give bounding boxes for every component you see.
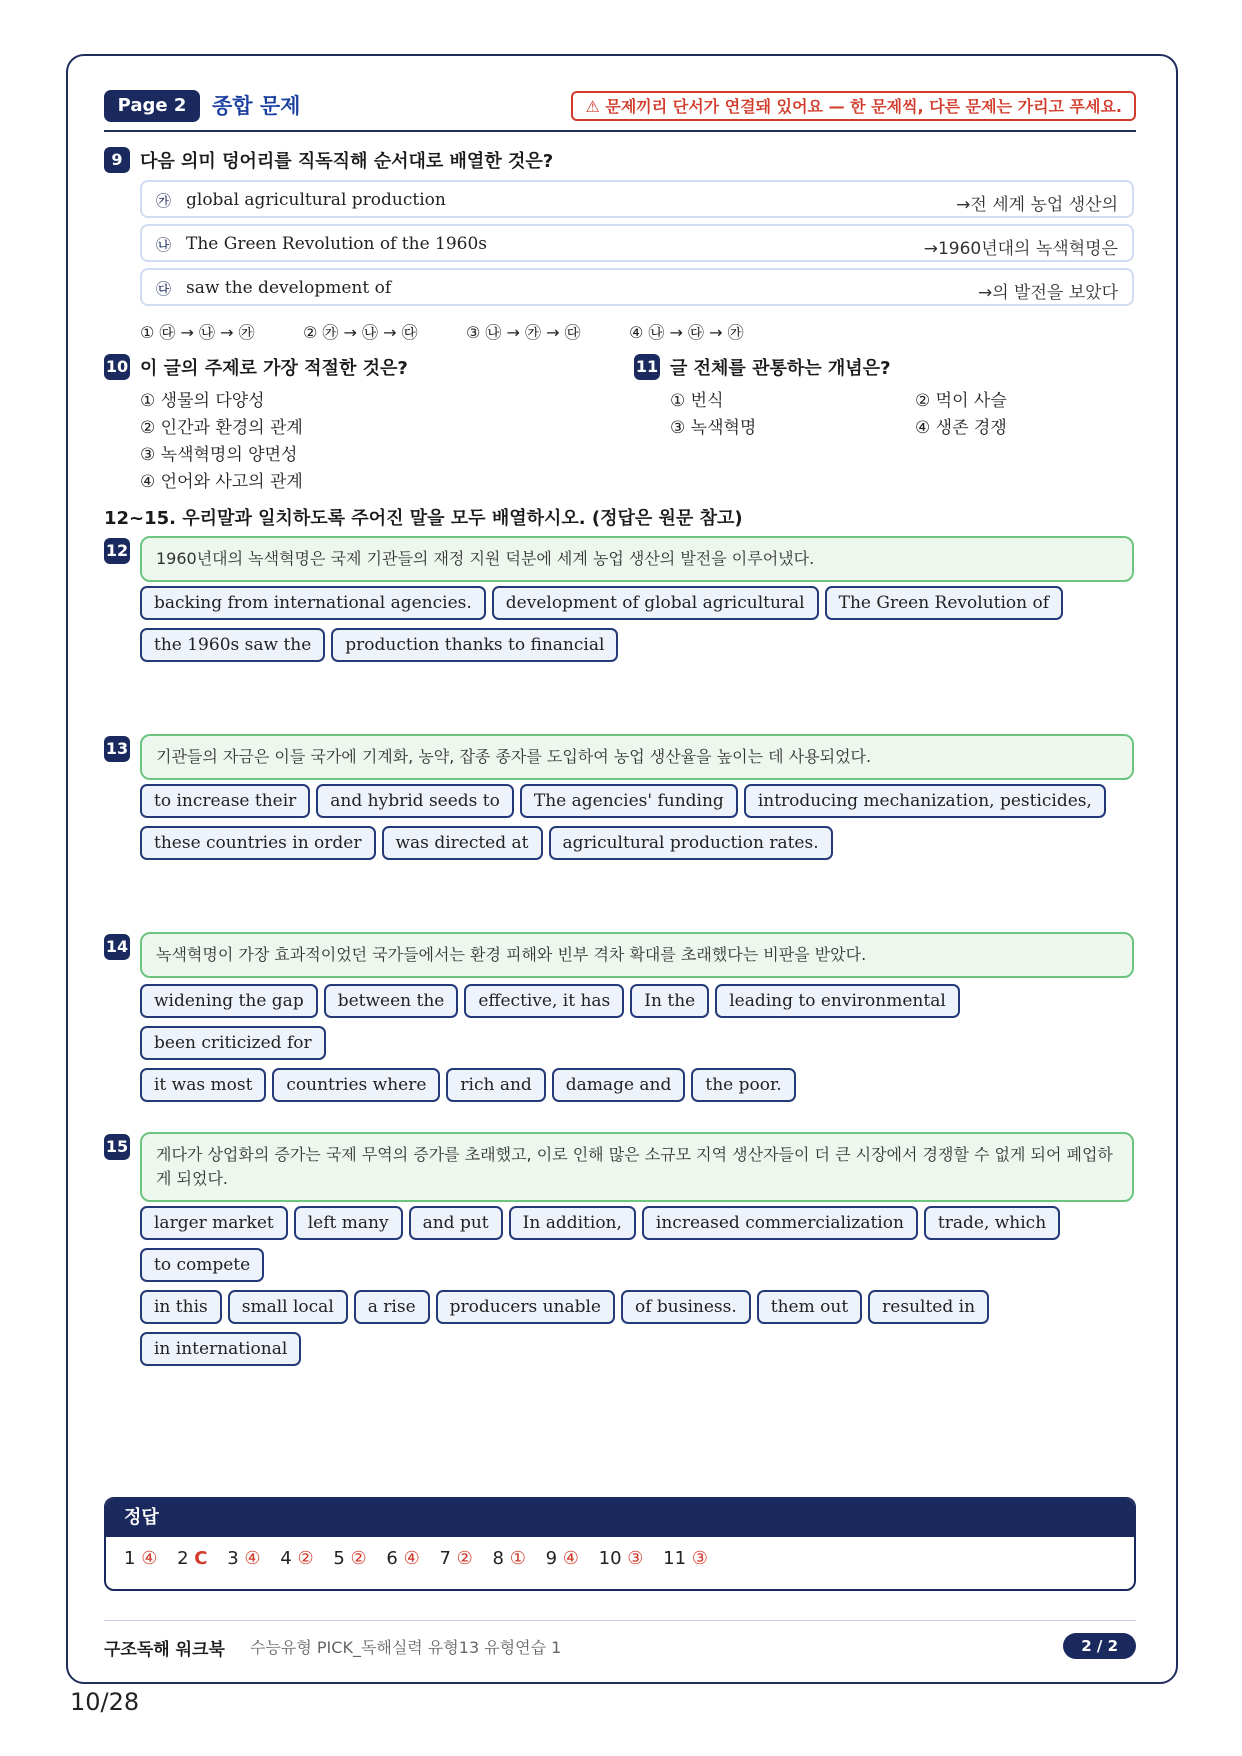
question-10-title: 이 글의 주제로 가장 적절한 것은? [140, 358, 408, 379]
q11-option-1[interactable]: ① 번식 [670, 391, 724, 411]
korean-sentence-15: 게다가 상업화의 증가는 국제 무역의 증가를 초래했고, 이로 인해 많은 소규모 지역 생산자들이 더 큰 시장에서 경쟁할 수 없게 되어 폐업하게 되었다. [140, 1132, 1134, 1202]
word-tile[interactable]: widening the gap [140, 984, 318, 1018]
word-tile[interactable]: and put [409, 1206, 503, 1240]
warning-notice: ⚠ 문제끼리 단서가 연결돼 있어요 — 한 문제씩, 다른 문제는 가리고 푸세요. [571, 91, 1136, 121]
chunk-marker: ㉮ [156, 192, 172, 210]
question-number-12: 12 [104, 538, 130, 564]
word-tile[interactable]: larger market [140, 1206, 288, 1240]
chunk-english: global agricultural production [186, 190, 446, 210]
word-tile[interactable]: between the [324, 984, 459, 1018]
word-tile[interactable]: The agencies' funding [520, 784, 738, 818]
word-tile[interactable]: in international [140, 1332, 301, 1366]
word-tile[interactable]: a rise [354, 1290, 430, 1324]
word-tiles-12 [140, 586, 1140, 670]
word-tile[interactable]: In addition, [509, 1206, 636, 1240]
answer-item: 7 ② [439, 1548, 473, 1569]
word-tile[interactable]: to compete [140, 1248, 264, 1282]
question-number-15: 15 [104, 1134, 130, 1160]
q10-option-1[interactable]: ① 생물의 다양성 [140, 391, 265, 411]
word-tile[interactable]: and hybrid seeds to [316, 784, 514, 818]
word-tile[interactable]: resulted in [868, 1290, 989, 1324]
q10-option-3[interactable]: ③ 녹색혁명의 양면성 [140, 445, 298, 465]
chunk-marker: ㉯ [156, 236, 172, 254]
answer-item: 1 ④ [124, 1548, 158, 1569]
footer-title: 구조독해 워크북 [104, 1640, 225, 1660]
chunk-english: saw the development of [186, 278, 392, 298]
q11-option-3[interactable]: ③ 녹색혁명 [670, 418, 757, 438]
word-tile[interactable]: trade, which [924, 1206, 1060, 1240]
chunk-marker: ㉰ [156, 280, 172, 298]
footer-subtitle: 수능유형 PICK_독해실력 유형13 유형연습 1 [250, 1638, 562, 1657]
answer-item: 9 ④ [545, 1548, 579, 1569]
question-9-title: 다음 의미 덩어리를 직독직해 순서대로 배열한 것은? [140, 151, 554, 172]
word-tile[interactable]: The Green Revolution of [825, 586, 1063, 620]
word-tile[interactable]: production thanks to financial [331, 628, 618, 662]
word-tile[interactable]: backing from international agencies. [140, 586, 486, 620]
question-number-11: 11 [634, 354, 660, 380]
chunk-item [140, 224, 1134, 262]
q10-option-4[interactable]: ④ 언어와 사고의 관계 [140, 472, 303, 492]
chunk-korean: →의 발전을 보았다 [977, 283, 1118, 303]
word-tile[interactable]: increased commercialization [642, 1206, 918, 1240]
q9-option-2[interactable]: ② ㉮ → ㉯ → ㉰ [303, 323, 418, 342]
page-footer [104, 1620, 1136, 1661]
word-tile[interactable]: was directed at [382, 826, 543, 860]
answer-key [104, 1497, 1136, 1591]
word-tiles-15 [140, 1206, 1140, 1374]
chunk-korean: →1960년대의 녹색혁명은 [923, 239, 1118, 259]
word-tiles-14 [140, 984, 1140, 1110]
word-tile[interactable]: effective, it has [464, 984, 624, 1018]
question-number-10: 10 [104, 354, 130, 380]
word-tile[interactable]: introducing mechanization, pesticides, [744, 784, 1106, 818]
question-11-title: 글 전체를 관통하는 개념은? [670, 358, 891, 379]
q9-option-4[interactable]: ④ ㉯ → ㉰ → ㉮ [629, 323, 744, 342]
korean-sentence-12: 1960년대의 녹색혁명은 국제 기관들의 재정 지원 덕분에 세계 농업 생산의 발전을 이루어냈다. [140, 536, 1134, 582]
word-tile[interactable]: development of global agricultural [492, 586, 819, 620]
question-number-14: 14 [104, 934, 130, 960]
answer-list [106, 1537, 1134, 1569]
korean-sentence-14: 녹색혁명이 가장 효과적이었던 국가들에서는 환경 피해와 빈부 격차 확대를 초래했다는 비판을 받았다. [140, 932, 1134, 978]
chunk-english: The Green Revolution of the 1960s [186, 234, 488, 254]
answer-item: 4 ② [280, 1548, 314, 1569]
footer-page-badge: 2 / 2 [1063, 1633, 1136, 1659]
chunk-korean: →전 세계 농업 생산의 [956, 195, 1118, 215]
word-tile[interactable]: producers unable [436, 1290, 615, 1324]
korean-sentence-13: 기관들의 자금은 이들 국가에 기계화, 농약, 잡종 종자를 도입하여 농업 생산율을 높이는 데 사용되었다. [140, 734, 1134, 780]
answer-item: 11 ③ [663, 1548, 708, 1569]
page-header [104, 90, 1136, 132]
answer-item: 6 ④ [386, 1548, 420, 1569]
word-tile[interactable]: of business. [621, 1290, 751, 1324]
answer-item: 5 ② [333, 1548, 367, 1569]
q10-option-2[interactable]: ② 인간과 환경의 관계 [140, 418, 303, 438]
word-tile[interactable]: rich and [446, 1068, 545, 1102]
answer-item: 8 ① [492, 1548, 526, 1569]
word-tile[interactable]: damage and [552, 1068, 686, 1102]
page-title: 종합 문제 [212, 94, 301, 118]
word-tile[interactable]: it was most [140, 1068, 266, 1102]
answer-key-title: 정답 [106, 1499, 1134, 1537]
question-number-13: 13 [104, 736, 130, 762]
chunk-item [140, 180, 1134, 218]
q9-option-3[interactable]: ③ ㉯ → ㉮ → ㉰ [466, 323, 581, 342]
question-number-9: 9 [104, 147, 130, 173]
word-tile[interactable]: In the [630, 984, 709, 1018]
word-tile[interactable]: countries where [272, 1068, 440, 1102]
section-title: 12~15. 우리말과 일치하도록 주어진 말을 모두 배열하시오. (정답은 원문 참고) [104, 508, 743, 529]
answer-item: 3 ④ [227, 1548, 261, 1569]
page-badge: Page 2 [104, 90, 200, 122]
word-tile[interactable]: left many [294, 1206, 403, 1240]
answer-item: 2 C [177, 1548, 208, 1569]
word-tile[interactable]: been criticized for [140, 1026, 326, 1060]
chunk-item [140, 268, 1134, 306]
word-tile[interactable]: these countries in order [140, 826, 376, 860]
q9-option-1[interactable]: ① ㉰ → ㉯ → ㉮ [140, 323, 255, 342]
word-tile[interactable]: the poor. [691, 1068, 795, 1102]
q11-option-4[interactable]: ④ 생존 경쟁 [915, 418, 1007, 438]
word-tile[interactable]: them out [757, 1290, 862, 1324]
word-tiles-13 [140, 784, 1140, 868]
word-tile[interactable]: the 1960s saw the [140, 628, 325, 662]
word-tile[interactable]: in this [140, 1290, 222, 1324]
word-tile[interactable]: leading to environmental [715, 984, 960, 1018]
q11-option-2[interactable]: ② 먹이 사슬 [915, 391, 1007, 411]
answer-item: 10 ③ [598, 1548, 644, 1569]
word-tile[interactable]: small local [228, 1290, 348, 1324]
document-page-number: 10/28 [70, 1688, 140, 1716]
word-tile[interactable]: to increase their [140, 784, 310, 818]
word-tile[interactable]: agricultural production rates. [549, 826, 833, 860]
